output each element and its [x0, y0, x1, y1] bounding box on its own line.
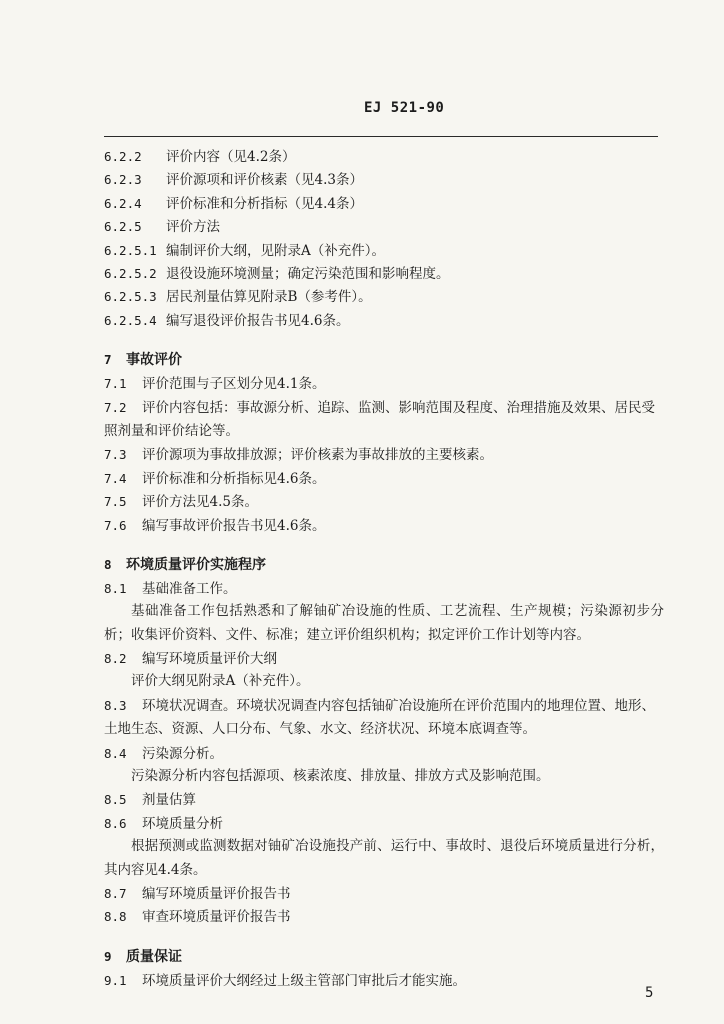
paragraph-8-4: 污染源分析内容包括源项、核素浓度、排放量、排放方式及影响范围。	[131, 768, 550, 785]
clause-number: 9.1	[104, 972, 127, 988]
clause-8-4	[104, 742, 664, 765]
clause-8-7	[104, 882, 664, 905]
clause-text: 编制评价大纲，见附录A（补充件）。	[166, 242, 385, 259]
clause-number: 8.4	[104, 745, 127, 761]
clause-6-2-4	[104, 192, 664, 215]
clause-text: 环境质量评价大纲经过上级主管部门审批后才能实施。	[142, 972, 466, 989]
document-code: EJ 521-90	[364, 100, 445, 116]
clause-text: 编写环境质量评价大纲	[142, 651, 277, 668]
clause-text: 退役设施环境测量；确定污染范围和影响程度。	[166, 265, 450, 282]
section-number: 8	[104, 556, 112, 572]
paragraph-8-6: 根据预测或监测数据对铀矿冶设施投产前、运行中、事故时、退役后环境质量进行分析，其内容见4.4条。	[104, 838, 664, 878]
section-title: 质量保证	[126, 948, 182, 965]
clause-text: 居民剂量估算见附录B（参考件）。	[166, 289, 372, 306]
clause-8-3	[104, 694, 664, 742]
clause-number: 6.2.5.4	[104, 312, 157, 328]
clause-number: 7.4	[104, 470, 127, 486]
clause-9-1	[104, 969, 664, 992]
clause-7-3	[104, 443, 664, 466]
clause-8-2	[104, 647, 664, 670]
page-body	[104, 145, 664, 992]
clause-text: 评价方法	[166, 219, 220, 236]
clause-number: 7.6	[104, 517, 127, 533]
clause-number: 7.1	[104, 376, 127, 392]
clause-number: 6.2.4	[104, 195, 142, 211]
clause-text: 审查环境质量评价报告书	[142, 909, 291, 926]
clause-6-2-3	[104, 168, 664, 191]
clause-number: 6.2.3	[104, 172, 142, 188]
clause-text: 基础准备工作。	[142, 580, 237, 597]
clause-number: 8.7	[104, 886, 127, 902]
clause-text: 评价内容包括：事故源分析、追踪、监测、影响范围及程度、治理措施及效果、居民受照剂量和评价结论等。	[104, 399, 655, 439]
clause-number: 7.3	[104, 447, 127, 463]
clause-text: 评价标准和分析指标见4.6条。	[142, 470, 326, 487]
clause-text: 评价内容（见4.2条）	[166, 149, 296, 165]
clause-text: 环境状况调查。环境状况调查内容包括铀矿冶设施所在评价范围内的地理位置、地形、土地生态、资源、人口分布、气象、水文、经济状况、环境本底调查等。	[104, 697, 655, 738]
clause-6-2-5-1	[104, 239, 664, 262]
clause-number: 8.8	[104, 909, 127, 925]
clause-text: 评价方法见4.5条。	[142, 494, 258, 511]
page-number: 5	[645, 985, 654, 1001]
clause-text: 编写事故评价报告书见4.6条。	[142, 517, 326, 534]
clause-6-2-5-4	[104, 309, 664, 332]
section-number: 9	[104, 948, 112, 964]
clause-8-1	[104, 577, 664, 600]
section-number: 7	[104, 352, 112, 368]
clause-text: 污染源分析。	[142, 745, 223, 762]
section-title: 环境质量评价实施程序	[126, 556, 266, 573]
clause-number: 6.2.5	[104, 219, 142, 235]
clause-6-2-5-2	[104, 262, 664, 285]
section-9-heading	[104, 945, 664, 969]
paragraph-8-2: 评价大纲见附录A（补充件）。	[131, 673, 310, 690]
clause-text: 评价标准和分析指标（见4.4条）	[166, 195, 363, 212]
clause-7-2	[104, 396, 664, 444]
clause-number: 6.2.5.1	[104, 242, 157, 258]
clause-8-5	[104, 788, 664, 811]
clause-6-2-5-3	[104, 285, 664, 308]
clause-text: 编写环境质量评价报告书	[142, 886, 291, 903]
clause-7-1	[104, 372, 664, 395]
clause-number: 8.1	[104, 580, 127, 596]
clause-7-6	[104, 514, 664, 537]
clause-text: 编写退役评价报告书见4.6条。	[166, 312, 350, 329]
clause-number: 8.3	[104, 697, 127, 713]
clause-7-4	[104, 467, 664, 490]
clause-7-5	[104, 490, 664, 513]
clause-number: 8.5	[104, 792, 127, 808]
clause-number: 6.2.5.3	[104, 289, 157, 305]
clause-8-6	[104, 812, 664, 835]
clause-8-8	[104, 905, 664, 928]
clause-text: 评价范围与子区划分见4.1条。	[142, 376, 326, 393]
clause-number: 7.5	[104, 494, 127, 510]
clause-text: 环境质量分析	[142, 815, 223, 832]
section-8-heading	[104, 553, 664, 577]
clause-number: 8.2	[104, 651, 127, 667]
clause-6-2-2	[104, 145, 664, 168]
clause-text: 评价源项和评价核素（见4.3条）	[166, 172, 363, 189]
clause-number: 6.2.2	[104, 149, 142, 164]
clause-number: 8.6	[104, 815, 127, 831]
clause-number: 7.2	[104, 399, 127, 415]
clause-text: 评价源项为事故排放源；评价核素为事故排放的主要核素。	[142, 447, 493, 464]
clause-number: 6.2.5.2	[104, 265, 157, 281]
section-7-heading	[104, 348, 664, 372]
section-title: 事故评价	[126, 352, 182, 369]
clause-text: 剂量估算	[142, 792, 196, 809]
paragraph-8-1: 基础准备工作包括熟悉和了解铀矿冶设施的性质、工艺流程、生产规模；污染源初步分析；收集评价资料、文件、标准；建立评价组织机构；拟定评价工作计划等内容。	[104, 603, 664, 643]
header-rule	[104, 136, 658, 137]
clause-6-2-5	[104, 215, 664, 238]
